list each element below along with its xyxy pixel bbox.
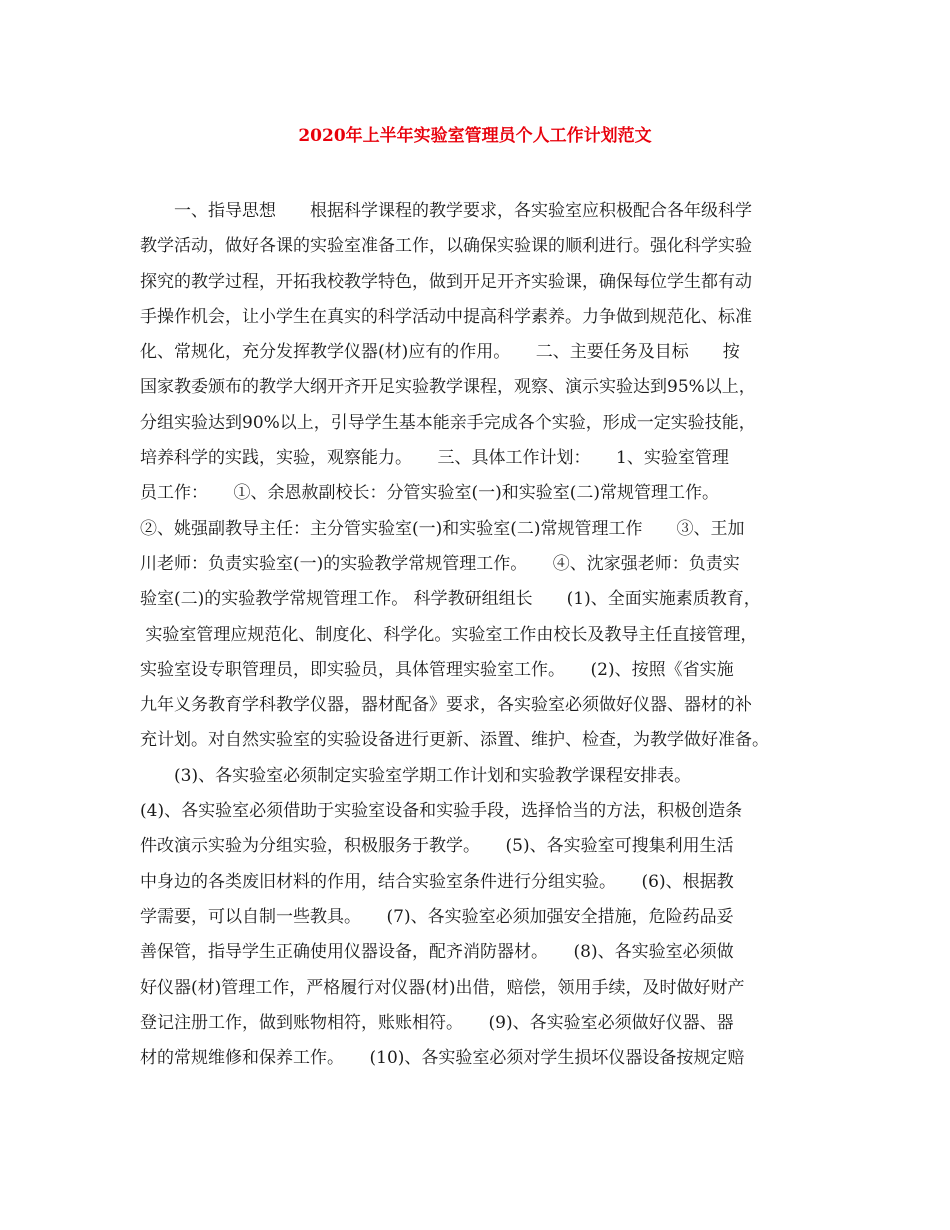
body-line: 学需要，可以自制一些教具。 (7)、各实验室必须加强安全措施，危险药品妥 [140, 906, 734, 927]
body-line: 川老师：负责实验室(一)的实验教学常规管理工作。 ④、沈家强老师：负责实 [140, 553, 740, 574]
body-line: 分组实验达到90%以上，引导学生基本能亲手完成各个实验，形成一定实验技能， [140, 412, 756, 433]
body-line: 中身边的各类废旧材料的作用，结合实验室条件进行分组实验。 (6)、根据教 [140, 871, 734, 892]
body-line: 材的常规维修和保养工作。 (10)、各实验室必须对学生损坏仪器设备按规定赔 [140, 1048, 745, 1069]
body-line: 善保管，指导学生正确使用仪器设备，配齐消防器材。 (8)、各实验室必须做 [140, 942, 734, 963]
body-line: 九年义务教育学科教学仪器，器材配备》要求，各实验室必须做好仪器、器材的补 [140, 695, 752, 716]
body-line: 手操作机会，让小学生在真实的科学活动中提高科学素养。力争做到规范化、标准 [140, 306, 752, 327]
body-line: 实验室设专职管理员，即实验员，具体管理实验室工作。 (2)、按照《省实施 [140, 659, 734, 680]
body-line: 充计划。对自然实验室的实验设备进行更新、添置、维护、检查，为教学做好准备。 [140, 730, 769, 751]
body-line: (3)、各实验室必须制定实验室学期工作计划和实验教学课程安排表。 [140, 765, 692, 786]
body-line: 一、指导思想 根据科学课程的教学要求，各实验室应积极配合各年级科学 [140, 201, 752, 221]
body-line: (4)、各实验室必须借助于实验室设备和实验手段，选择恰当的方法，积极创造条 [140, 801, 743, 822]
body-line: 国家教委颁布的教学大纲开齐开足实验教学课程，观察、演示实验达到95%以上， [140, 377, 756, 398]
body-line: 登记注册工作，做到账物相符，账账相符。 (9)、各实验室必须做好仪器、器 [140, 1012, 734, 1033]
body-line: 件改演示实验为分组实验，积极服务于教学。 (5)、各实验室可搜集利用生活 [140, 836, 734, 857]
body-line: 培养科学的实践，实验，观察能力。 三、具体工作计划： 1、实验室管理 [140, 448, 729, 469]
body-line: 员工作： ①、余恩赦副校长：分管实验室(一)和实验室(二)常规管理工作。 [140, 483, 720, 504]
body-line: 教学活动，做好各课的实验室准备工作，以确保实验课的顺利进行。强化科学实验 [140, 236, 752, 257]
body-line: 化、常规化，充分发挥教学仪器(材)应有的作用。 二、主要任务及目标 按 [140, 342, 740, 363]
body-line: 好仪器(材)管理工作，严格履行对仪器(材)出借，赔偿，领用手续，及时做好财产 [140, 977, 745, 998]
body-line: 验室(二)的实验教学常规管理工作。 科学教研组组长 (1)、全面实施素质教育， [140, 589, 761, 610]
body-line: ②、姚强副教导主任：主分管实验室(一)和实验室(二)常规管理工作 ③、王加 [140, 518, 745, 539]
document-body [140, 194, 820, 1076]
body-line: 实验室管理应规范化、制度化、科学化。实验室工作由校长及教导主任直接管理， [140, 624, 758, 645]
document-title: 2020年上半年实验室管理员个人工作计划范文 [298, 126, 652, 146]
body-line: 探究的教学过程，开拓我校教学特色，做到开足开齐实验课，确保每位学生都有动 [140, 271, 752, 292]
